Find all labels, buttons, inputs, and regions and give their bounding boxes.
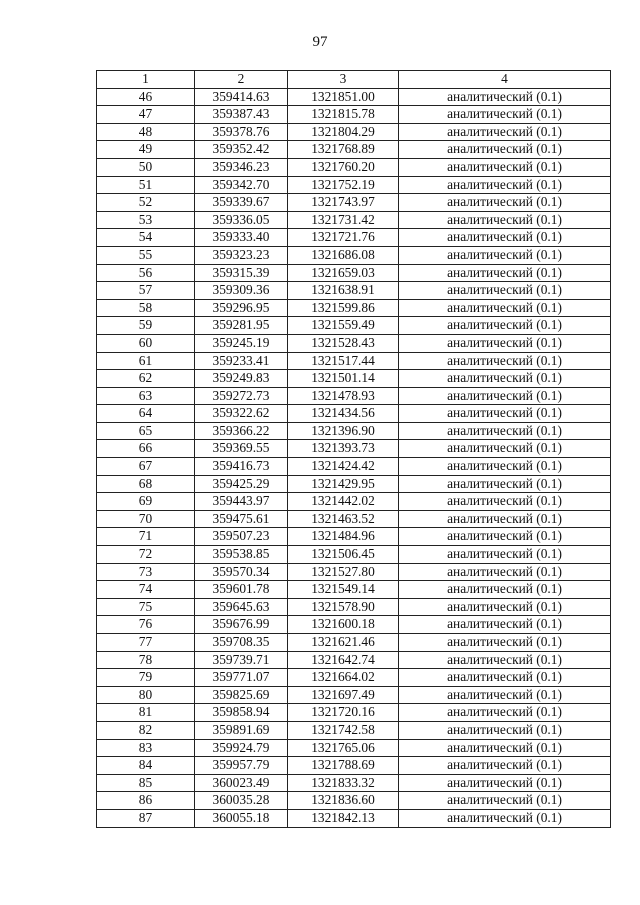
table-row (97, 475, 611, 493)
table-cell: 1321506.45 (288, 546, 399, 564)
table-cell: 78 (97, 651, 195, 669)
table-row (97, 299, 611, 317)
table-cell: 1321549.14 (288, 581, 399, 599)
table-cell: 80 (97, 686, 195, 704)
table-cell: 1321815.78 (288, 106, 399, 124)
page-number: 97 (312, 34, 328, 50)
coordinates-table (96, 70, 611, 828)
table-cell: 1321836.60 (288, 792, 399, 810)
table-cell: 1321664.02 (288, 669, 399, 687)
table-row (97, 123, 611, 141)
header-cell: 1 (97, 71, 195, 89)
table-row (97, 317, 611, 335)
table-row (97, 757, 611, 775)
table-cell: 1321731.42 (288, 211, 399, 229)
table-cell: 359233.41 (195, 352, 288, 370)
table-row (97, 634, 611, 652)
table-row (97, 493, 611, 511)
table-cell: аналитический (0.1) (399, 229, 611, 247)
table-cell: аналитический (0.1) (399, 458, 611, 476)
table-cell: аналитический (0.1) (399, 809, 611, 827)
table-row (97, 88, 611, 106)
table-cell: аналитический (0.1) (399, 176, 611, 194)
table-cell: 71 (97, 528, 195, 546)
table-row (97, 141, 611, 159)
table-cell: 359676.99 (195, 616, 288, 634)
table-row (97, 581, 611, 599)
table-row (97, 510, 611, 528)
table-cell: 52 (97, 194, 195, 212)
table-cell: 1321501.14 (288, 370, 399, 388)
table-cell: 1321659.03 (288, 264, 399, 282)
table-cell: 359378.76 (195, 123, 288, 141)
table-cell: аналитический (0.1) (399, 616, 611, 634)
table-cell: 359342.70 (195, 176, 288, 194)
table-cell: 359570.34 (195, 563, 288, 581)
table-cell: 360035.28 (195, 792, 288, 810)
table-cell: 359315.39 (195, 264, 288, 282)
table-cell: аналитический (0.1) (399, 106, 611, 124)
table-row (97, 440, 611, 458)
table-cell: 1321484.96 (288, 528, 399, 546)
table-cell: аналитический (0.1) (399, 792, 611, 810)
table-cell: 359339.67 (195, 194, 288, 212)
table-cell: 359323.23 (195, 246, 288, 264)
table-cell: 1321765.06 (288, 739, 399, 757)
table-cell: 79 (97, 669, 195, 687)
table-cell: аналитический (0.1) (399, 88, 611, 106)
table-cell: аналитический (0.1) (399, 317, 611, 335)
table-cell: аналитический (0.1) (399, 352, 611, 370)
table-cell: 1321429.95 (288, 475, 399, 493)
table-cell: 360023.49 (195, 774, 288, 792)
table-cell: 359507.23 (195, 528, 288, 546)
table-cell: аналитический (0.1) (399, 334, 611, 352)
table-cell: 1321842.13 (288, 809, 399, 827)
table-cell: 54 (97, 229, 195, 247)
table-cell: 359346.23 (195, 158, 288, 176)
table-cell: 73 (97, 563, 195, 581)
table-row (97, 809, 611, 827)
table-cell: 1321621.46 (288, 634, 399, 652)
table-cell: 60 (97, 334, 195, 352)
table-cell: 359475.61 (195, 510, 288, 528)
table-cell: 1321393.73 (288, 440, 399, 458)
table-cell: 359443.97 (195, 493, 288, 511)
table-cell: 63 (97, 387, 195, 405)
table-cell: 359739.71 (195, 651, 288, 669)
table-row (97, 264, 611, 282)
table-row (97, 405, 611, 423)
table-cell: 359322.62 (195, 405, 288, 423)
table-cell: 77 (97, 634, 195, 652)
table-cell: 359296.95 (195, 299, 288, 317)
table-cell: аналитический (0.1) (399, 246, 611, 264)
table-cell: аналитический (0.1) (399, 634, 611, 652)
table-row (97, 282, 611, 300)
table-row (97, 651, 611, 669)
table-cell: 359957.79 (195, 757, 288, 775)
table-cell: аналитический (0.1) (399, 581, 611, 599)
table-cell: 1321642.74 (288, 651, 399, 669)
table-cell: аналитический (0.1) (399, 598, 611, 616)
table-cell: 359245.19 (195, 334, 288, 352)
table-cell: аналитический (0.1) (399, 387, 611, 405)
table-row (97, 598, 611, 616)
table-cell: 47 (97, 106, 195, 124)
table-cell: 1321833.32 (288, 774, 399, 792)
table-cell: 84 (97, 757, 195, 775)
table-cell: аналитический (0.1) (399, 546, 611, 564)
table-cell: 1321559.49 (288, 317, 399, 335)
table-cell: аналитический (0.1) (399, 563, 611, 581)
table-cell: 46 (97, 88, 195, 106)
table-cell: аналитический (0.1) (399, 264, 611, 282)
table-cell: 67 (97, 458, 195, 476)
table-row (97, 352, 611, 370)
table-cell: 1321638.91 (288, 282, 399, 300)
table-row (97, 616, 611, 634)
table-cell: аналитический (0.1) (399, 194, 611, 212)
table-cell: 359416.73 (195, 458, 288, 476)
table-cell: 55 (97, 246, 195, 264)
table-row (97, 334, 611, 352)
table-cell: 56 (97, 264, 195, 282)
table-cell: 61 (97, 352, 195, 370)
table-cell: 1321686.08 (288, 246, 399, 264)
table-cell: 81 (97, 704, 195, 722)
table-row (97, 563, 611, 581)
table-cell: аналитический (0.1) (399, 422, 611, 440)
table-cell: аналитический (0.1) (399, 669, 611, 687)
table-row (97, 387, 611, 405)
table-cell: 1321478.93 (288, 387, 399, 405)
table-cell: аналитический (0.1) (399, 370, 611, 388)
table-cell: 1321768.89 (288, 141, 399, 159)
table-cell: 72 (97, 546, 195, 564)
table-cell: 359249.83 (195, 370, 288, 388)
table-cell: 359309.36 (195, 282, 288, 300)
table-row (97, 370, 611, 388)
table-cell: 359645.63 (195, 598, 288, 616)
table-cell: аналитический (0.1) (399, 299, 611, 317)
table-cell: 74 (97, 581, 195, 599)
table-cell: аналитический (0.1) (399, 141, 611, 159)
table-cell: 76 (97, 616, 195, 634)
table-cell: 75 (97, 598, 195, 616)
table-cell: 51 (97, 176, 195, 194)
table-cell: 360055.18 (195, 809, 288, 827)
table-cell: 1321424.42 (288, 458, 399, 476)
table-cell: аналитический (0.1) (399, 774, 611, 792)
table-cell: аналитический (0.1) (399, 528, 611, 546)
table-cell: 69 (97, 493, 195, 511)
table-cell: 359333.40 (195, 229, 288, 247)
table-row (97, 774, 611, 792)
table-cell: 1321578.90 (288, 598, 399, 616)
table-row (97, 686, 611, 704)
table-cell: 359425.29 (195, 475, 288, 493)
table-cell: 1321743.97 (288, 194, 399, 212)
table-body (97, 88, 611, 827)
table-cell: аналитический (0.1) (399, 704, 611, 722)
table-cell: 1321804.29 (288, 123, 399, 141)
table-cell: аналитический (0.1) (399, 440, 611, 458)
table-cell: аналитический (0.1) (399, 757, 611, 775)
table-cell: 1321697.49 (288, 686, 399, 704)
table-cell: 57 (97, 282, 195, 300)
table-cell: 48 (97, 123, 195, 141)
table-row (97, 158, 611, 176)
table-cell: 1321527.80 (288, 563, 399, 581)
table-cell: аналитический (0.1) (399, 405, 611, 423)
table-cell: 66 (97, 440, 195, 458)
table-cell: 359281.95 (195, 317, 288, 335)
table-row (97, 194, 611, 212)
table-cell: 1321742.58 (288, 721, 399, 739)
table-cell: 359601.78 (195, 581, 288, 599)
table-cell: 1321851.00 (288, 88, 399, 106)
table-row (97, 704, 611, 722)
table-cell: аналитический (0.1) (399, 686, 611, 704)
table-cell: аналитический (0.1) (399, 651, 611, 669)
table-cell: 83 (97, 739, 195, 757)
table-cell: 359369.55 (195, 440, 288, 458)
table-cell: 1321517.44 (288, 352, 399, 370)
table-cell: 58 (97, 299, 195, 317)
table-cell: аналитический (0.1) (399, 158, 611, 176)
table-cell: 1321720.16 (288, 704, 399, 722)
table-row (97, 176, 611, 194)
table-cell: 359538.85 (195, 546, 288, 564)
table-cell: 359771.07 (195, 669, 288, 687)
table-cell: аналитический (0.1) (399, 493, 611, 511)
table-cell: 53 (97, 211, 195, 229)
table-cell: 359708.35 (195, 634, 288, 652)
table-row (97, 458, 611, 476)
table-cell: 68 (97, 475, 195, 493)
table-cell: 1321528.43 (288, 334, 399, 352)
table-cell: аналитический (0.1) (399, 211, 611, 229)
table-header-row (97, 71, 611, 89)
table-cell: 1321463.52 (288, 510, 399, 528)
table-row (97, 739, 611, 757)
table-cell: 49 (97, 141, 195, 159)
table-cell: 1321599.86 (288, 299, 399, 317)
table-row (97, 211, 611, 229)
table-cell: 359272.73 (195, 387, 288, 405)
table-row (97, 792, 611, 810)
table-cell: аналитический (0.1) (399, 123, 611, 141)
header-cell: 4 (399, 71, 611, 89)
table-cell: 85 (97, 774, 195, 792)
table-cell: 1321760.20 (288, 158, 399, 176)
table-cell: 70 (97, 510, 195, 528)
table-row (97, 546, 611, 564)
table-cell: 62 (97, 370, 195, 388)
table-cell: 1321434.56 (288, 405, 399, 423)
table-cell: 86 (97, 792, 195, 810)
table-cell: 1321600.18 (288, 616, 399, 634)
table-cell: 359825.69 (195, 686, 288, 704)
table-cell: 1321721.76 (288, 229, 399, 247)
table-cell: 359414.63 (195, 88, 288, 106)
table-cell: 359336.05 (195, 211, 288, 229)
table-cell: 82 (97, 721, 195, 739)
header-cell: 2 (195, 71, 288, 89)
table-row (97, 106, 611, 124)
table-cell: 1321752.19 (288, 176, 399, 194)
table-cell: 1321788.69 (288, 757, 399, 775)
table-row (97, 229, 611, 247)
table-cell: 1321396.90 (288, 422, 399, 440)
table-cell: аналитический (0.1) (399, 739, 611, 757)
table-cell: 359858.94 (195, 704, 288, 722)
table-cell: 1321442.02 (288, 493, 399, 511)
table-cell: 359891.69 (195, 721, 288, 739)
table-cell: 59 (97, 317, 195, 335)
table-row (97, 422, 611, 440)
table-cell: 359352.42 (195, 141, 288, 159)
table-cell: 359387.43 (195, 106, 288, 124)
table-cell: аналитический (0.1) (399, 475, 611, 493)
table-row (97, 721, 611, 739)
table-cell: аналитический (0.1) (399, 510, 611, 528)
table-cell: 64 (97, 405, 195, 423)
table-cell: 87 (97, 809, 195, 827)
table-row (97, 246, 611, 264)
table-cell: 50 (97, 158, 195, 176)
table-cell: 359366.22 (195, 422, 288, 440)
table-cell: аналитический (0.1) (399, 282, 611, 300)
table-cell: 359924.79 (195, 739, 288, 757)
header-cell: 3 (288, 71, 399, 89)
table-cell: аналитический (0.1) (399, 721, 611, 739)
table-cell: 65 (97, 422, 195, 440)
table-row (97, 669, 611, 687)
table-row (97, 528, 611, 546)
